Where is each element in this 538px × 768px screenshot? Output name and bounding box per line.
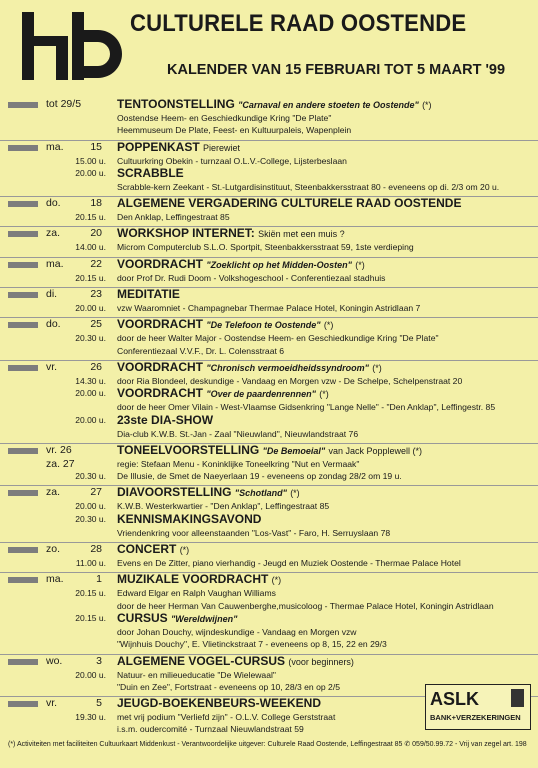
event-detail: door Johan Douchy, wijndeskundige - Vandaag en Morgen vzw (117, 626, 357, 637)
event-time: 20.00 u. (75, 303, 106, 314)
entry-day: tot 29/5 (46, 98, 82, 110)
calendar-entry (0, 196, 538, 226)
event-title-main: ALGEMENE VOGEL-CURSUS (117, 653, 286, 668)
event-subtitle: "Wereldwijnen" (171, 613, 238, 624)
event-detail: Evens en De Zitter, piano vierhandig - Jeugd en Muziek Oostende - Thermae Palace Hotel (117, 558, 461, 569)
page-subtitle: KALENDER VAN 15 FEBRUARI TOT 5 MAART '99 (167, 62, 506, 78)
event-detail: door de heer Herman Van Cauwenberghe,musicoloog - Thermae Palace Hotel, Koningin Astridlaan (117, 600, 494, 611)
entry-row (0, 181, 538, 193)
event-detail: Microm Computerclub S.L.O. Sportpit, Steenbakkersstraat 59, 1ste verdieping (117, 242, 414, 253)
entry-date: 26 (90, 360, 102, 373)
entry-date: 20 (90, 227, 102, 240)
sponsor-mark-icon (511, 689, 524, 707)
entry-row (0, 241, 538, 253)
event-title (117, 654, 354, 669)
entry-day: za. (46, 486, 61, 499)
calendar-entry (0, 226, 538, 256)
event-tail: van Jack Popplewell (*) (328, 445, 423, 456)
event-detail: door de heer Walter Major - Oostendse Heem- en Geschiedkundige Kring "De Plate" (117, 333, 439, 344)
event-time: 20.00 u. (75, 167, 106, 178)
event-title-main: TENTOONSTELLING (117, 97, 235, 111)
event-time: 20.15 u. (75, 588, 106, 599)
entry-date: 3 (96, 654, 102, 667)
entry-day: di. (46, 288, 58, 301)
sponsor-name: ASLK (430, 689, 479, 709)
event-tail: (*) (319, 389, 329, 400)
entry-day: ma. (46, 140, 64, 153)
event-title-main: VOORDRACHT (117, 359, 203, 374)
entry-row (0, 444, 538, 458)
entry-row (0, 288, 538, 302)
event-subtitle: "De Telefoon te Oostende" (206, 320, 321, 331)
event-detail: i.s.m. oudercomité - Turnzaal Nieuwlandstraat 59 (117, 724, 304, 735)
event-detail: door de heer Omer Vilain - West-Vlaamse Gidsenkring "Lange Nelle" - "Den Anklap", Leffingestr. 85 (117, 402, 496, 413)
event-title (117, 611, 237, 626)
event-tail: (*) (290, 488, 300, 499)
event-detail: door Ria Blondeel, deskundige - Vandaag en Morgen vzw - De Schelpe, Schelpenstraat 20 (117, 375, 463, 386)
event-title-main: DIAVOORSTELLING (117, 485, 232, 500)
entry-row (0, 211, 538, 223)
entry-row (0, 600, 538, 612)
event-title (117, 572, 281, 587)
event-title (117, 512, 261, 526)
event-tail: (*) (271, 575, 282, 586)
entry-row (0, 527, 538, 539)
entry-row (0, 638, 538, 650)
calendar-entry (0, 98, 538, 140)
entry-day: do. (46, 197, 61, 210)
calendar-entry (0, 542, 538, 572)
event-subtitle: "Schotland" (234, 488, 287, 499)
event-time: 20.00 u. (75, 414, 106, 425)
event-time: 20.30 u. (75, 333, 106, 344)
event-detail: Heemmuseum De Plate, Feest- en Kultuurpaleis, Wapenplein (117, 125, 352, 136)
event-subtitle: "Zoeklicht op het Midden-Oosten" (206, 259, 352, 270)
event-detail: door Prof Dr. Rudi Doom - Volkshogeschool - Conferentiezaal stadhuis (117, 272, 386, 283)
event-detail: "Duin en Zee", Fortstraat - eveneens op 10, 28/3 en op 2/5 (117, 681, 340, 692)
entry-day: ma. (46, 573, 64, 586)
entry-row (0, 302, 538, 314)
entry-date: 1 (96, 573, 102, 586)
event-title (117, 226, 345, 241)
event-time: 14.00 u. (75, 242, 106, 253)
sponsor-subtitle: BANK+VERZEKERINGEN (430, 713, 521, 722)
calendar-entry (0, 287, 538, 317)
event-time: 20.00 u. (75, 501, 106, 512)
calendar-entry (0, 257, 538, 287)
event-detail: K.W.B. Westerkwartier - "Den Anklap", Leffingestraat 85 (117, 501, 330, 512)
entry-date: 22 (90, 257, 102, 270)
event-title-main: MUZIKALE VOORDRACHT (117, 572, 269, 587)
header (0, 0, 538, 90)
entry-row (0, 669, 538, 681)
entry-date: 5 (96, 697, 102, 710)
event-title (117, 360, 382, 375)
calendar-entry (0, 443, 538, 486)
event-title (117, 317, 333, 332)
entry-row (0, 573, 538, 587)
event-tail: (*) (179, 545, 190, 556)
event-time: 20.00 u. (75, 669, 106, 680)
event-time: 20.15 u. (75, 212, 106, 223)
event-title (117, 257, 365, 272)
entry-row (0, 318, 538, 332)
event-detail: met vrij podium "Verliefd zijn" - O.L.V. College Gerststraat (117, 712, 336, 723)
event-time: 14.30 u. (75, 375, 106, 386)
event-title-main: KENNISMAKINGSAVOND (117, 511, 262, 526)
event-title (117, 196, 461, 210)
entry-row (0, 470, 538, 482)
entry-row (0, 141, 538, 155)
event-tail: (*) (355, 259, 365, 270)
event-title-main: VOORDRACHT (117, 256, 203, 271)
event-title-main: TONEELVOORSTELLING (117, 442, 260, 457)
event-title (117, 696, 321, 710)
event-title (117, 386, 329, 401)
event-tail: (*) (422, 100, 432, 110)
event-subtitle: "Chronisch vermoeidheidssyndroom" (206, 362, 369, 373)
page-title: CULTURELE RAAD OOSTENDE (130, 10, 467, 37)
entry-date: 28 (90, 543, 102, 556)
event-title-main: VOORDRACHT (117, 317, 203, 332)
entry-day-2: za. 27 (46, 457, 75, 470)
entry-gap (0, 736, 538, 739)
entry-date: 23 (90, 288, 102, 301)
event-detail: Edward Elgar en Ralph Vaughan Williams (117, 588, 276, 599)
entry-row (0, 361, 538, 375)
entry-date: 18 (90, 197, 102, 210)
event-subtitle: "Carnaval en andere stoeten te Oostende" (238, 100, 419, 110)
footer-note: (*) Activiteiten met faciliteiten Cultuurkaart Middenkust - Verantwoordelijke uitgever: Culturele Raad Oostende, Leffingestraat 85 ✆ 059/50.99.72 - Vrij van zegel art. 198 (8, 741, 527, 748)
event-title-main: CURSUS (117, 610, 168, 625)
event-subtitle: "Over de paardenrennen" (206, 389, 316, 400)
entry-row (0, 197, 538, 211)
event-time: 20.30 u. (75, 513, 106, 524)
calendar-entry (0, 572, 538, 653)
entry-row (0, 155, 538, 167)
event-detail: Dia-club K.W.B. St.-Jan - Zaal "Nieuwland", Nieuwlandstraat 76 (117, 428, 359, 439)
event-title-main: ALGEMENE VERGADERING CULTURELE RAAD OOSTENDE (117, 196, 462, 211)
event-title (117, 140, 240, 155)
event-detail: Cultuurkring Obekin - turnzaal O.L.V.-College, Lijsterbeslaan (117, 155, 347, 166)
entry-row (0, 655, 538, 669)
entry-row (0, 428, 538, 440)
entry-row (0, 557, 538, 569)
event-time: 20.30 u. (75, 471, 106, 482)
entry-row (0, 486, 538, 500)
entry-row (0, 112, 538, 124)
entry-row (0, 401, 538, 413)
event-title-main: WORKSHOP INTERNET: (117, 226, 255, 241)
event-title-main: SCRABBLE (117, 165, 184, 180)
event-detail: Scrabble-kern Zeekant - St.-Lutgardisinstituut, Steenbakkersstraat 80 - eveneens op di. 2/3 om 20 u. (117, 181, 500, 192)
event-title-main: CONCERT (117, 542, 177, 557)
entry-row (0, 345, 538, 357)
event-subtitle: "De Bemoeial" (262, 445, 326, 456)
entry-row (0, 458, 538, 470)
entry-day: zo. (46, 543, 61, 556)
calendar-entry (0, 317, 538, 360)
event-detail: Natuur- en milieueducatie "De Wielewaal" (117, 669, 276, 680)
entry-row (0, 543, 538, 557)
calendar-list (0, 98, 538, 739)
event-title-main: 23ste DIA-SHOW (117, 412, 214, 427)
calendar-entry (0, 360, 538, 443)
entry-row (0, 258, 538, 272)
entry-date: 15 (90, 140, 102, 153)
event-time: 20.00 u. (75, 388, 106, 399)
entry-row (0, 272, 538, 284)
event-title-main: POPPENKAST (117, 139, 200, 154)
entry-row (0, 414, 538, 428)
event-title (117, 542, 189, 557)
entry-row (0, 167, 538, 181)
entry-row (0, 387, 538, 401)
entry-day: za. (46, 227, 61, 240)
entry-row (0, 612, 538, 626)
entry-row (0, 626, 538, 638)
event-note: Pierewiet (203, 142, 241, 153)
sponsor-logo (425, 684, 531, 730)
entry-day: wo. (46, 654, 63, 667)
event-title (117, 413, 213, 427)
event-detail: Vriendenkring voor alleenstaanden "Los-Vast" - Faro, H. Serruyslaan 78 (117, 527, 391, 538)
event-note: Skiën met een muis ? (258, 229, 345, 240)
entry-row (0, 98, 538, 112)
event-detail: De Illusie, de Smet de Naeyerlaan 19 - eveneens op zondag 28/2 om 19 u. (117, 471, 402, 482)
event-time: 20.15 u. (75, 272, 106, 283)
event-title (117, 485, 300, 500)
entry-date: 27 (90, 486, 102, 499)
event-title-main: MEDITATIE (117, 287, 180, 302)
event-detail: Den Anklap, Leffingestraat 85 (117, 212, 230, 223)
entry-row (0, 587, 538, 599)
event-time: 11.00 u. (75, 558, 106, 569)
entry-day: ma. (46, 257, 64, 270)
event-detail: Conferentiezaal V.V.F., Dr. L. Colensstraat 6 (117, 345, 285, 356)
event-time: 19.30 u. (75, 712, 106, 723)
event-title-main: VOORDRACHT (117, 386, 203, 401)
event-time: 15.00 u. (75, 155, 106, 166)
entry-day: vr. 26 (46, 443, 72, 456)
entry-row (0, 332, 538, 344)
event-title-main: JEUGD-BOEKENBEURS-WEEKEND (117, 696, 322, 711)
logo (20, 12, 125, 80)
entry-row (0, 500, 538, 512)
event-detail: vzw Waaromniet - Champagnebar Thermae Palace Hotel, Koningin Astridlaan 7 (117, 303, 421, 314)
event-detail: Oostendse Heem- en Geschiedkundige Kring "De Plate" (117, 113, 332, 123)
entry-row (0, 227, 538, 241)
entry-row (0, 513, 538, 527)
event-tail: (*) (323, 320, 334, 331)
event-detail: regie: Stefaan Menu - Koninklijke Toneelkring "Nut en Vermaak" (117, 458, 360, 469)
event-note: (voor beginners) (288, 656, 354, 667)
entry-day: vr. (46, 360, 58, 373)
calendar-entry (0, 140, 538, 197)
event-title (117, 97, 432, 112)
calendar-entry (0, 485, 538, 542)
entry-day: do. (46, 318, 61, 331)
entry-date: 25 (90, 318, 102, 331)
event-detail: "Wijnhuis Douchy", E. Vlietinckstraat 7 - eveneens op 8, 15, 22 en 29/3 (117, 639, 387, 650)
event-title (117, 166, 184, 180)
event-title (117, 287, 180, 301)
event-tail: (*) (372, 362, 382, 373)
entry-row (0, 124, 538, 136)
event-title (117, 443, 422, 458)
entry-day: vr. (46, 697, 58, 710)
event-time: 20.15 u. (75, 612, 106, 623)
